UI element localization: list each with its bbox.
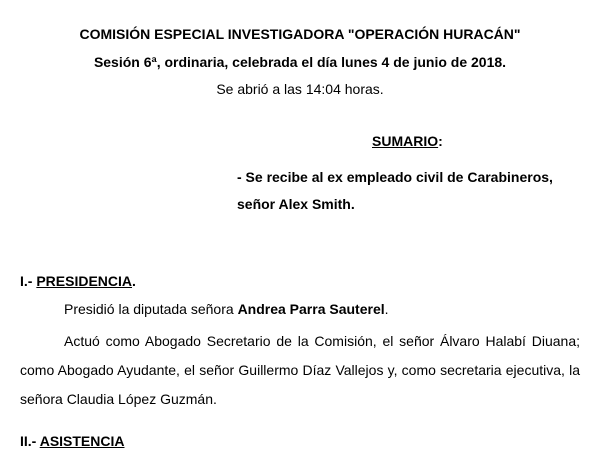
summary-item-line-2 (237, 196, 355, 212)
presidio-prefix: Presidió la diputada señora (64, 301, 238, 317)
section-heading-asistencia (20, 433, 125, 449)
summary-heading (372, 133, 443, 149)
section-title: PRESIDENCIA (36, 273, 133, 289)
summary-heading-colon: : (438, 133, 443, 149)
section-title: ASISTENCIA (39, 433, 125, 449)
section-number: I.- (20, 273, 37, 289)
section-number: II.- (20, 433, 40, 449)
presidio-suffix: . (384, 301, 389, 317)
actuo-paragraph: Actuó como Abogado Secretario de la Comisión, el señor Álvaro Halabí Diuana; como Abogado Ayudante, el señor Guillermo Díaz Vallejos y, como secretaria ejecutiva, la señora Claudia López Guzmán. (20, 333, 580, 407)
president-name: Andrea Parra Sauterel (237, 301, 385, 317)
opening-time-line: Se abrió a las 14:04 horas. (216, 81, 384, 97)
summary-heading-text: SUMARIO (372, 133, 439, 149)
presidio-paragraph (64, 301, 389, 317)
section-title-suffix: . (132, 273, 136, 289)
session-line: Sesión 6ª, ordinaria, celebrada el día lunes 4 de junio de 2018. (93, 54, 507, 70)
section-heading-presidencia (20, 273, 136, 289)
summary-item-prefix: señor (237, 196, 279, 212)
document-title: COMISIÓN ESPECIAL INVESTIGADORA "OPERACIÓN HURACÁN" (79, 26, 521, 42)
summary-item-name: Alex Smith (278, 196, 351, 212)
summary-item-suffix: . (350, 196, 355, 212)
summary-item-line-1: - Se recibe al ex empleado civil de Carabineros, (237, 169, 553, 185)
